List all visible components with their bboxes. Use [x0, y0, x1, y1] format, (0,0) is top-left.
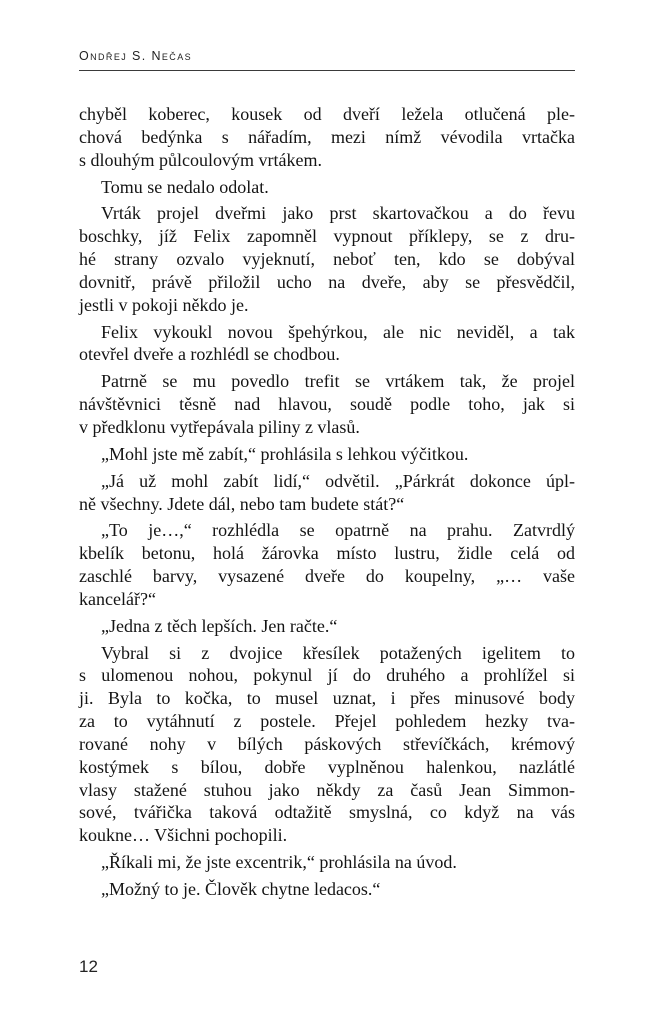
text-line: koukne… Všichni pochopili.: [79, 825, 288, 846]
text-line: s ulomenou nohou, pokynul jí do druhého a prohlížel si: [79, 665, 575, 686]
text-line: kbelík betonu, holá žárovka místo lustru, židle celá od: [79, 543, 575, 564]
body-text: [79, 103, 575, 901]
text-line: „Říkali mi, že jste excentrik,“ prohlásila na úvod.: [101, 852, 457, 873]
text-line: „To je…,“ rozhlédla se opatrně na prahu. Zatvrdlý: [101, 520, 575, 541]
text-line: ně všechny. Jdete dál, nebo tam budete stát?“: [79, 493, 405, 514]
text-line: za to vytáhnutí z postele. Přejel pohledem hezky tva-: [79, 711, 575, 732]
header-rule: [79, 70, 575, 71]
text-line: otevřel dveře a rozhlédl se chodbou.: [79, 344, 340, 365]
text-line: hé strany ozvalo vyjeknutí, neboť ten, kdo se dobýval: [79, 249, 575, 270]
text-line: zaschlé barvy, vysazené dveře do koupelny, „… vaše: [79, 566, 575, 587]
text-line: Patrně se mu povedlo trefit se vrtákem tak, že projel: [101, 371, 575, 392]
text-line: Felix vykoukl novou špehýrkou, ale nic neviděl, a tak: [101, 321, 575, 342]
text-line: „Možný to je. Člověk chytne ledacos.“: [101, 879, 381, 899]
text-line: ji. Byla to kočka, to musel uznat, i přes minusové body: [79, 688, 575, 709]
text-line: vlasy stažené stuhou jako někdy za časů Jean Simmon-: [79, 779, 575, 800]
text-line: chová bedýnka s nářadím, mezi nímž vévodila vrtačka: [79, 126, 575, 147]
text-line: „Jedna z těch lepších. Jen račte.“: [101, 615, 338, 636]
text-line: kancelář?“: [79, 588, 156, 609]
text-line: dovnitř, právě přiložil ucho na dveře, aby se přesvědčil,: [79, 271, 575, 292]
text-line: „Mohl jste mě zabít,“ prohlásila s lehkou výčitkou.: [101, 443, 469, 464]
text-line: Tomu se nedalo odolat.: [101, 176, 269, 197]
running-header: Ondřej S. Nečas: [79, 49, 193, 63]
text-line: sové, tvářička taková odtažitě smyslná, co když na vás: [79, 802, 575, 823]
text-line: Vybral si z dvojice křesílek potažených igelitem to: [101, 642, 575, 663]
page-number: 12: [79, 957, 98, 976]
text-line: boschky, jíž Felix zapomněl vypnout příklepy, se z dru-: [79, 226, 575, 247]
text-line: chyběl koberec, kousek od dveří ležela otlučená ple-: [79, 104, 575, 124]
text-line: jestli v pokoji někdo je.: [79, 294, 249, 315]
text-line: „Já už mohl zabít lidí,“ odvětil. „Párkrát dokonce úpl-: [101, 470, 575, 491]
text-line: rované nohy v bílých páskových střevíčkách, krémový: [79, 733, 575, 754]
text-line: s dlouhým půlcoulovým vrtákem.: [79, 149, 322, 170]
text-line: návštěvnici těsně nad hlavou, soudě podle toho, jak si: [79, 394, 575, 415]
text-line: kostýmek s bílou, dobře vyplněnou halenkou, nazlátlé: [79, 756, 575, 777]
text-line: Vrták projel dveřmi jako prst skartovačkou a do řevu: [101, 203, 575, 224]
text-line: v předklonu vytřepávala piliny z vlasů.: [79, 416, 360, 437]
